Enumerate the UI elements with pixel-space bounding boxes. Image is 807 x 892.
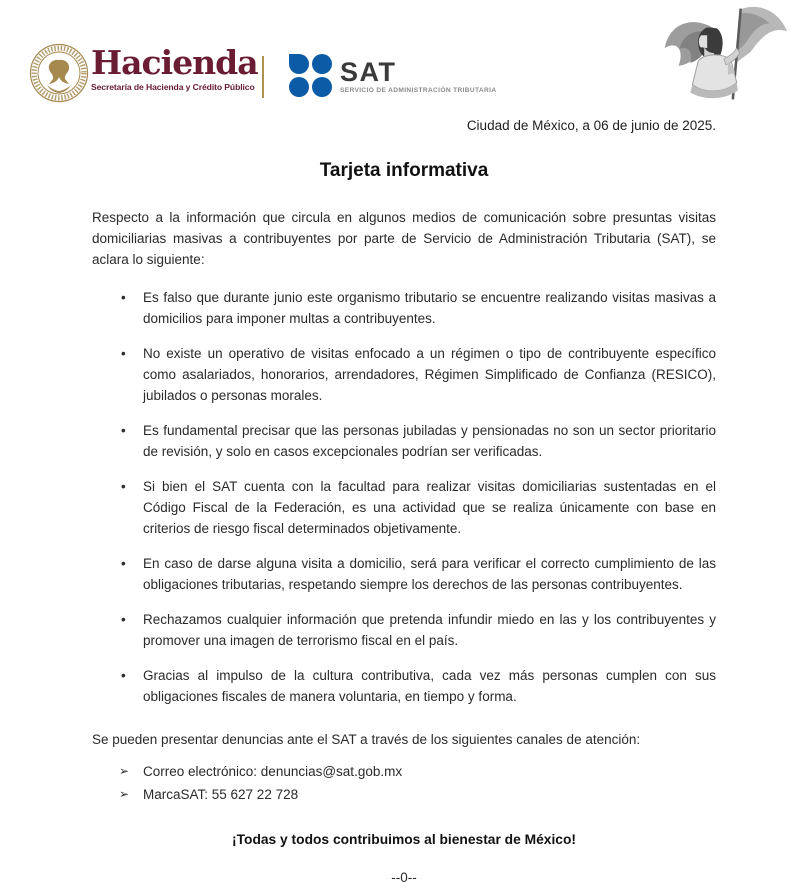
hacienda-wordmark: Hacienda bbox=[91, 43, 258, 82]
bullet-text: Rechazamos cualquier información que pretenda infundir miedo en las y los contribuyentes y promover una imagen de terrorismo fiscal en el país. bbox=[143, 612, 716, 648]
bullet-item bbox=[92, 287, 716, 329]
bullet-item bbox=[92, 343, 716, 406]
channel-item bbox=[92, 760, 716, 783]
bullet-text: No existe un operativo de visitas enfocado a un régimen o tipo de contribuyente específico como asalariados, honorarios, arrendadores, Régimen Simplificado de Confianza (RESICO), jubilados o personas morales. bbox=[143, 346, 716, 403]
bullet-text: En caso de darse alguna visita a domicilio, será para verificar el correcto cumplimiento de las obligaciones tributarias, respetando siempre los derechos de las personas contribuyentes. bbox=[143, 556, 716, 592]
channel-list bbox=[92, 760, 716, 806]
bullet-icon: • bbox=[121, 290, 126, 305]
page-title: Tarjeta informativa bbox=[319, 160, 489, 181]
bullet-icon: • bbox=[121, 612, 126, 627]
channel-text: Correo electrónico: denuncias@sat.gob.mx bbox=[143, 764, 403, 779]
intro-paragraph: Respecto a la información que circula en algunos medios de comunicación sobre presuntas visitas domiciliarias masivas a contribuyentes por parte de Servicio de Administración Tributaria (SAT), se aclara lo siguiente: bbox=[92, 210, 716, 267]
bullet-item bbox=[92, 665, 716, 707]
bullet-icon: • bbox=[121, 423, 126, 438]
bullet-icon: • bbox=[121, 479, 126, 494]
bullet-icon: • bbox=[121, 556, 126, 571]
bullet-item bbox=[92, 420, 716, 462]
bullet-icon: • bbox=[121, 668, 126, 683]
bullet-item bbox=[92, 476, 716, 539]
sat-wordmark: SAT bbox=[340, 57, 397, 87]
channel-item bbox=[92, 783, 716, 806]
closing-slogan: ¡Todas y todos contribuimos al bienestar de México! bbox=[232, 832, 576, 847]
bullet-item bbox=[92, 553, 716, 595]
channel-text: MarcaSAT: 55 627 22 728 bbox=[143, 787, 299, 802]
date-line: Ciudad de México, a 06 de junio de 2025. bbox=[466, 118, 716, 133]
hacienda-subtitle: Secretaría de Hacienda y Crédito Público bbox=[91, 82, 255, 92]
bullet-text: Gracias al impulso de la cultura contributiva, cada vez más personas cumplen con sus obligaciones fiscales de manera voluntaria, en tiempo y forma. bbox=[143, 668, 716, 704]
bullet-text: Si bien el SAT cuenta con la facultad para realizar visitas domiciliarias sustentadas en el Código Fiscal de la Federación, es una actividad que se realiza únicamente con base en criterios de riesgo fiscal determinados objetivamente. bbox=[143, 479, 716, 536]
arrow-bullet-icon: ➢ bbox=[119, 764, 130, 778]
bullet-text: Es fundamental precisar que las personas jubiladas y pensionadas no son un sector prioritario de revisión, y solo en casos excepcionales podrían ser verificadas. bbox=[143, 423, 716, 459]
bullet-item bbox=[92, 609, 716, 651]
sat-subtitle: SERVICIO DE ADMINISTRACIÓN TRIBUTARIA bbox=[340, 87, 497, 94]
end-mark: --0-- bbox=[391, 870, 417, 885]
bullet-icon: • bbox=[121, 346, 126, 361]
arrow-bullet-icon: ➢ bbox=[119, 787, 130, 801]
bullet-list bbox=[92, 287, 716, 707]
channels-intro: Se pueden presentar denuncias ante el SAT a través de los siguientes canales de atención: bbox=[92, 732, 641, 747]
bullet-text: Es falso que durante junio este organismo tributario se encuentre realizando visitas masivas a domicilios para imponer multas a contribuyentes. bbox=[143, 290, 716, 326]
